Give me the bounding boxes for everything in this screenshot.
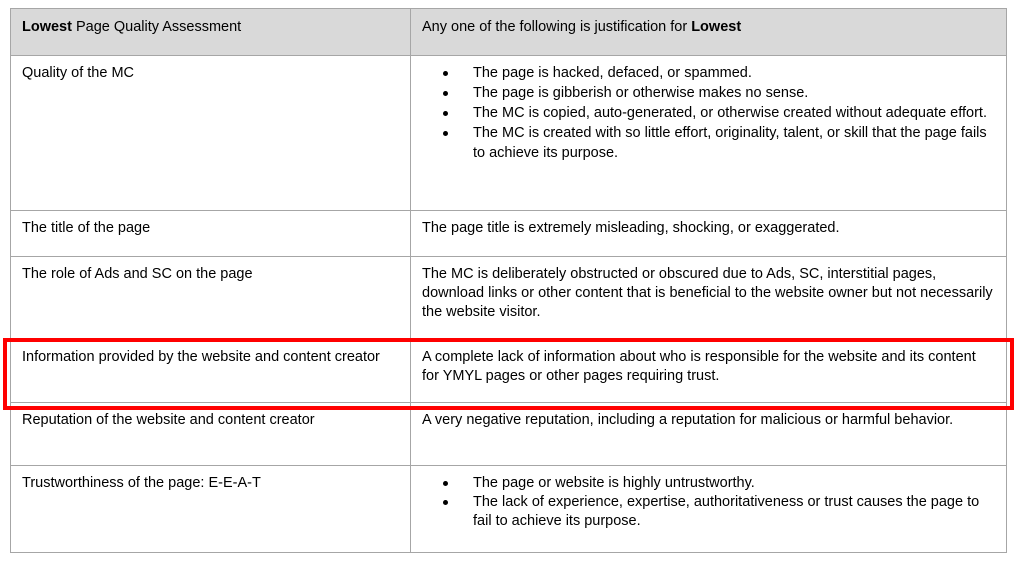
table-row [11, 257, 1007, 340]
criterion-cell-role-of-ads-and-sc: The role of Ads and SC on the page [11, 257, 411, 340]
justification-cell-role-of-ads-and-sc: The MC is deliberately obstructed or obscured due to Ads, SC, interstitial pages, download links or other content that is beneficial to the website owner but not necessarily the website visitor. [411, 257, 1007, 340]
table-row [11, 56, 1007, 211]
table-header-row [11, 9, 1007, 56]
table-header [11, 9, 1007, 56]
bullet-list [422, 474, 996, 531]
table-row [11, 466, 1007, 553]
table-row [11, 403, 1007, 466]
justification-cell-title-of-the-page: The page title is extremely misleading, shocking, or exaggerated. [411, 211, 1007, 257]
criterion-cell-trustworthiness: Trustworthiness of the page: E-E-A-T [11, 466, 411, 553]
table-row [11, 211, 1007, 257]
list-item: The MC is created with so little effort, originality, talent, or skill that the page fails to achieve its purpose. [422, 124, 996, 162]
criterion-cell-reputation: Reputation of the website and content creator [11, 403, 411, 466]
criterion-cell-quality-of-the-mc: Quality of the MC [11, 56, 411, 211]
list-item: The page or website is highly untrustworthy. [422, 474, 996, 493]
criterion-cell-information-provided: Information provided by the website and content creator [11, 340, 411, 403]
criterion-cell-title-of-the-page: The title of the page [11, 211, 411, 257]
bullet-list [422, 64, 996, 163]
lowest-page-quality-table [10, 8, 1007, 553]
list-item: The page is gibberish or otherwise makes no sense. [422, 84, 996, 103]
list-item: The lack of experience, expertise, authoritativeness or trust causes the page to fail to achieve its purpose. [422, 493, 996, 531]
justification-cell-quality-of-the-mc [411, 56, 1007, 211]
column-header-justification [411, 9, 1007, 56]
list-item: The MC is copied, auto-generated, or otherwise created without adequate effort. [422, 104, 996, 123]
justification-cell-information-provided: A complete lack of information about who is responsible for the website and its content for YMYL pages or other pages requiring trust. [411, 340, 1007, 403]
list-item: The page is hacked, defaced, or spammed. [422, 64, 996, 83]
column-header-justification-bold: Lowest [691, 19, 742, 35]
table-body [11, 56, 1007, 553]
column-header-assessment-bold: Lowest [22, 19, 72, 35]
column-header-assessment [11, 9, 411, 56]
justification-cell-trustworthiness [411, 466, 1007, 553]
column-header-justification-pre: Any one of the following is justification for [422, 19, 692, 35]
table-row-highlighted [11, 340, 1007, 403]
column-header-assessment-rest: Page Quality Assessment [71, 19, 242, 35]
justification-cell-reputation: A very negative reputation, including a reputation for malicious or harmful behavior. [411, 403, 1007, 466]
